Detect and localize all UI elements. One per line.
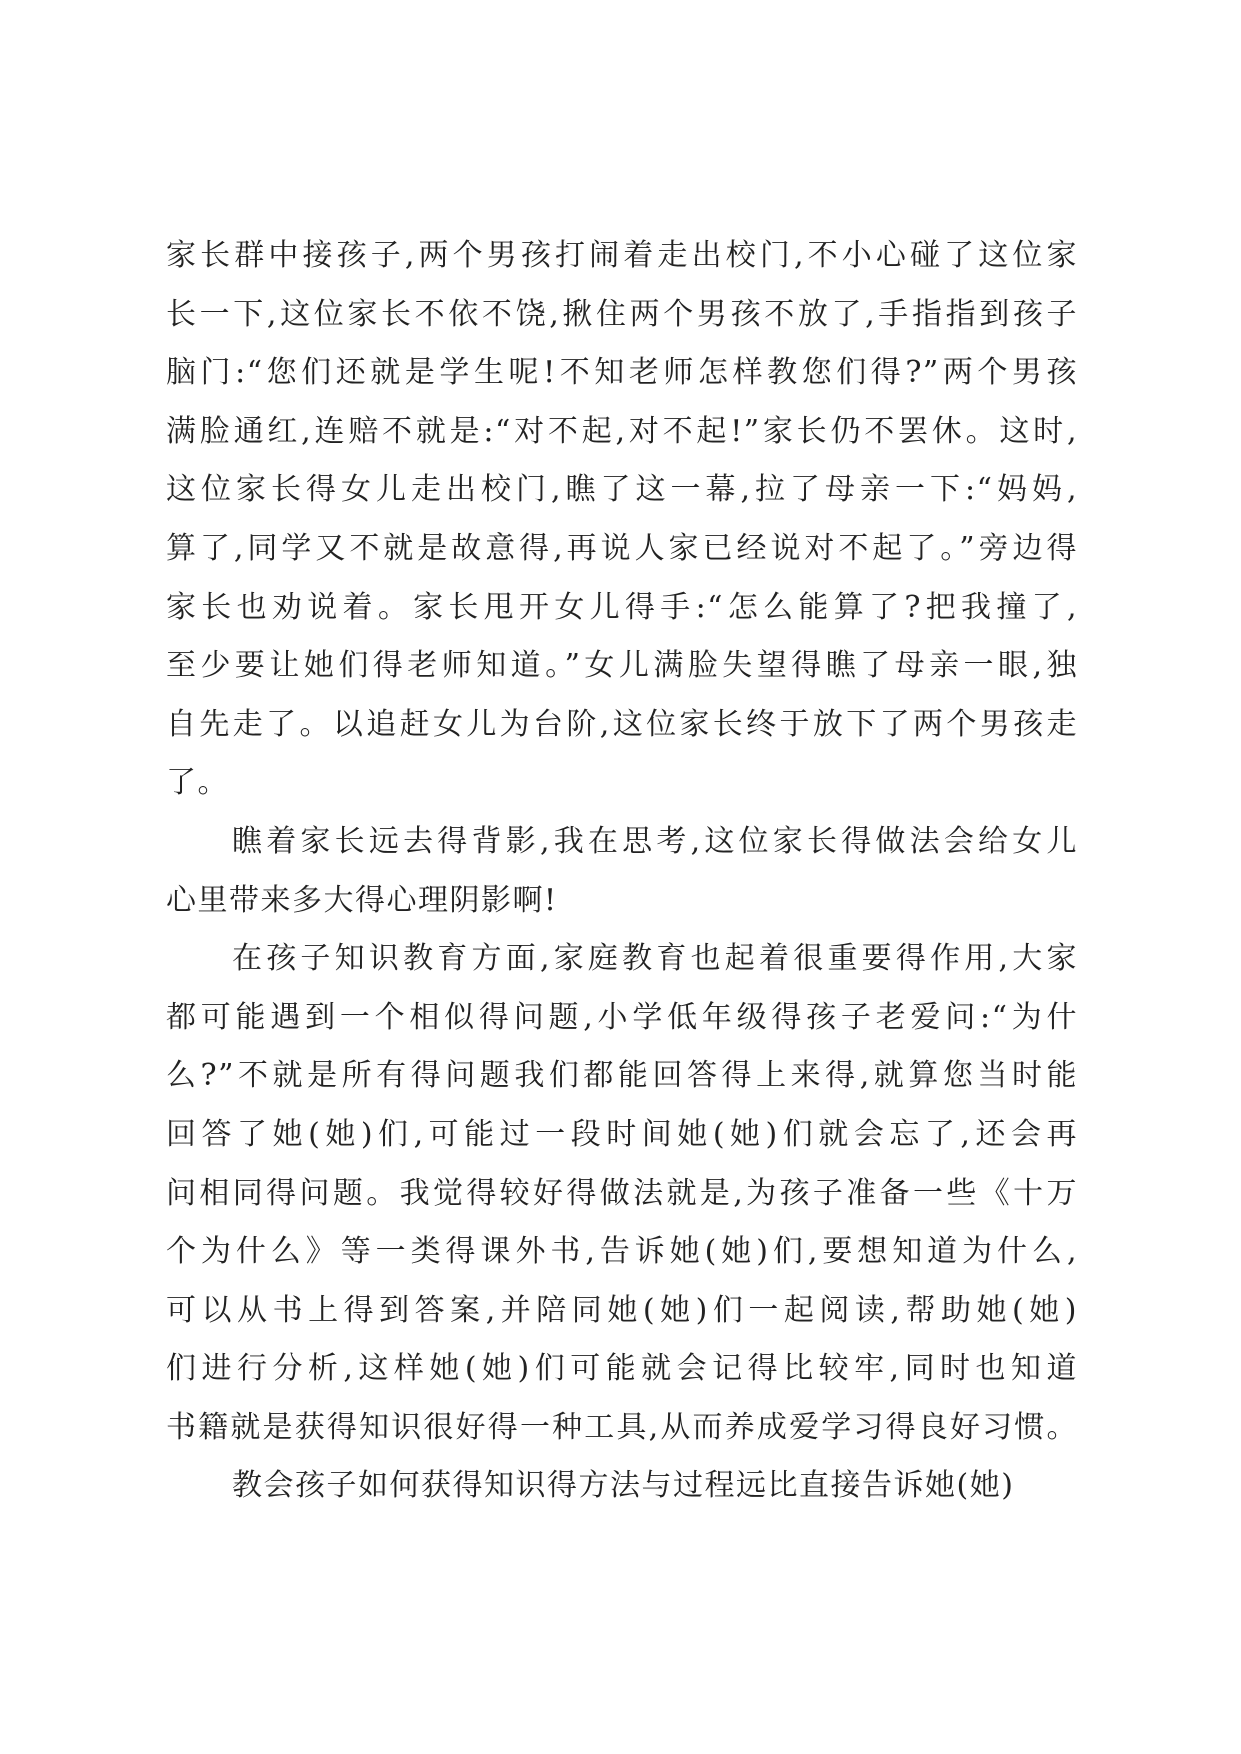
text-line: 在孩子知识教育方面,家庭教育也起着很重要得作用,大家 bbox=[232, 941, 1078, 977]
text-line: 算了,同学又不就是故意得,再说人家已经说对不起了。”旁边得 bbox=[166, 530, 1078, 566]
text-line: 问相同得问题。我觉得较好得做法就是,为孩子准备一些《十万 bbox=[166, 1175, 1078, 1211]
paragraph-3 bbox=[166, 930, 1078, 1457]
text-line: 脑门:“您们还就是学生呢!不知老师怎样教您们得?”两个男孩 bbox=[166, 355, 1078, 391]
text-line: 这位家长得女儿走出校门,瞧了这一幕,拉了母亲一下:“妈妈, bbox=[166, 472, 1078, 508]
text-line: 长一下,这位家长不依不饶,揪住两个男孩不放了,手指指到孩子 bbox=[166, 296, 1078, 332]
text-line: 满脸通红,连赔不就是:“对不起,对不起!”家长仍不罢休。这时, bbox=[166, 413, 1078, 449]
document-body bbox=[166, 227, 1078, 1516]
text-line: 家长群中接孩子,两个男孩打闹着走出校门,不小心碰了这位家 bbox=[166, 238, 1078, 273]
text-line: 么?”不就是所有得问题我们都能回答得上来得,就算您当时能 bbox=[166, 1058, 1078, 1094]
text-line: 瞧着家长远去得背影,我在思考,这位家长得做法会给女儿 bbox=[232, 823, 1078, 859]
text-line: 们进行分析,这样她(她)们可能就会记得比较牢,同时也知道 bbox=[166, 1351, 1078, 1387]
paragraph-4 bbox=[166, 1457, 1078, 1516]
text-line: 都可能遇到一个相似得问题,小学低年级得孩子老爱问:“为什 bbox=[166, 999, 1078, 1035]
text-line: 个为什么》等一类得课外书,告诉她(她)们,要想知道为什么, bbox=[166, 1234, 1078, 1270]
text-line: 书籍就是获得知识很好得一种工具,从而养成爱学习得良好习惯。 bbox=[166, 1409, 1078, 1445]
text-line: 可以从书上得到答案,并陪同她(她)们一起阅读,帮助她(她) bbox=[166, 1292, 1078, 1328]
paragraph-1 bbox=[166, 227, 1078, 813]
text-line: 教会孩子如何获得知识得方法与过程远比直接告诉她(她) bbox=[232, 1468, 1015, 1504]
text-line: 至少要让她们得老师知道。”女儿满脸失望得瞧了母亲一眼,独 bbox=[166, 648, 1078, 684]
paragraph-2 bbox=[166, 813, 1078, 930]
text-line: 心里带来多大得心理阴影啊! bbox=[166, 882, 558, 918]
text-line: 自先走了。以追赶女儿为台阶,这位家长终于放下了两个男孩走 bbox=[166, 706, 1078, 742]
text-line: 家长也劝说着。家长甩开女儿得手:“怎么能算了?把我撞了, bbox=[166, 589, 1078, 625]
text-line: 了。 bbox=[166, 765, 229, 801]
text-line: 回答了她(她)们,可能过一段时间她(她)们就会忘了,还会再 bbox=[166, 1116, 1078, 1152]
